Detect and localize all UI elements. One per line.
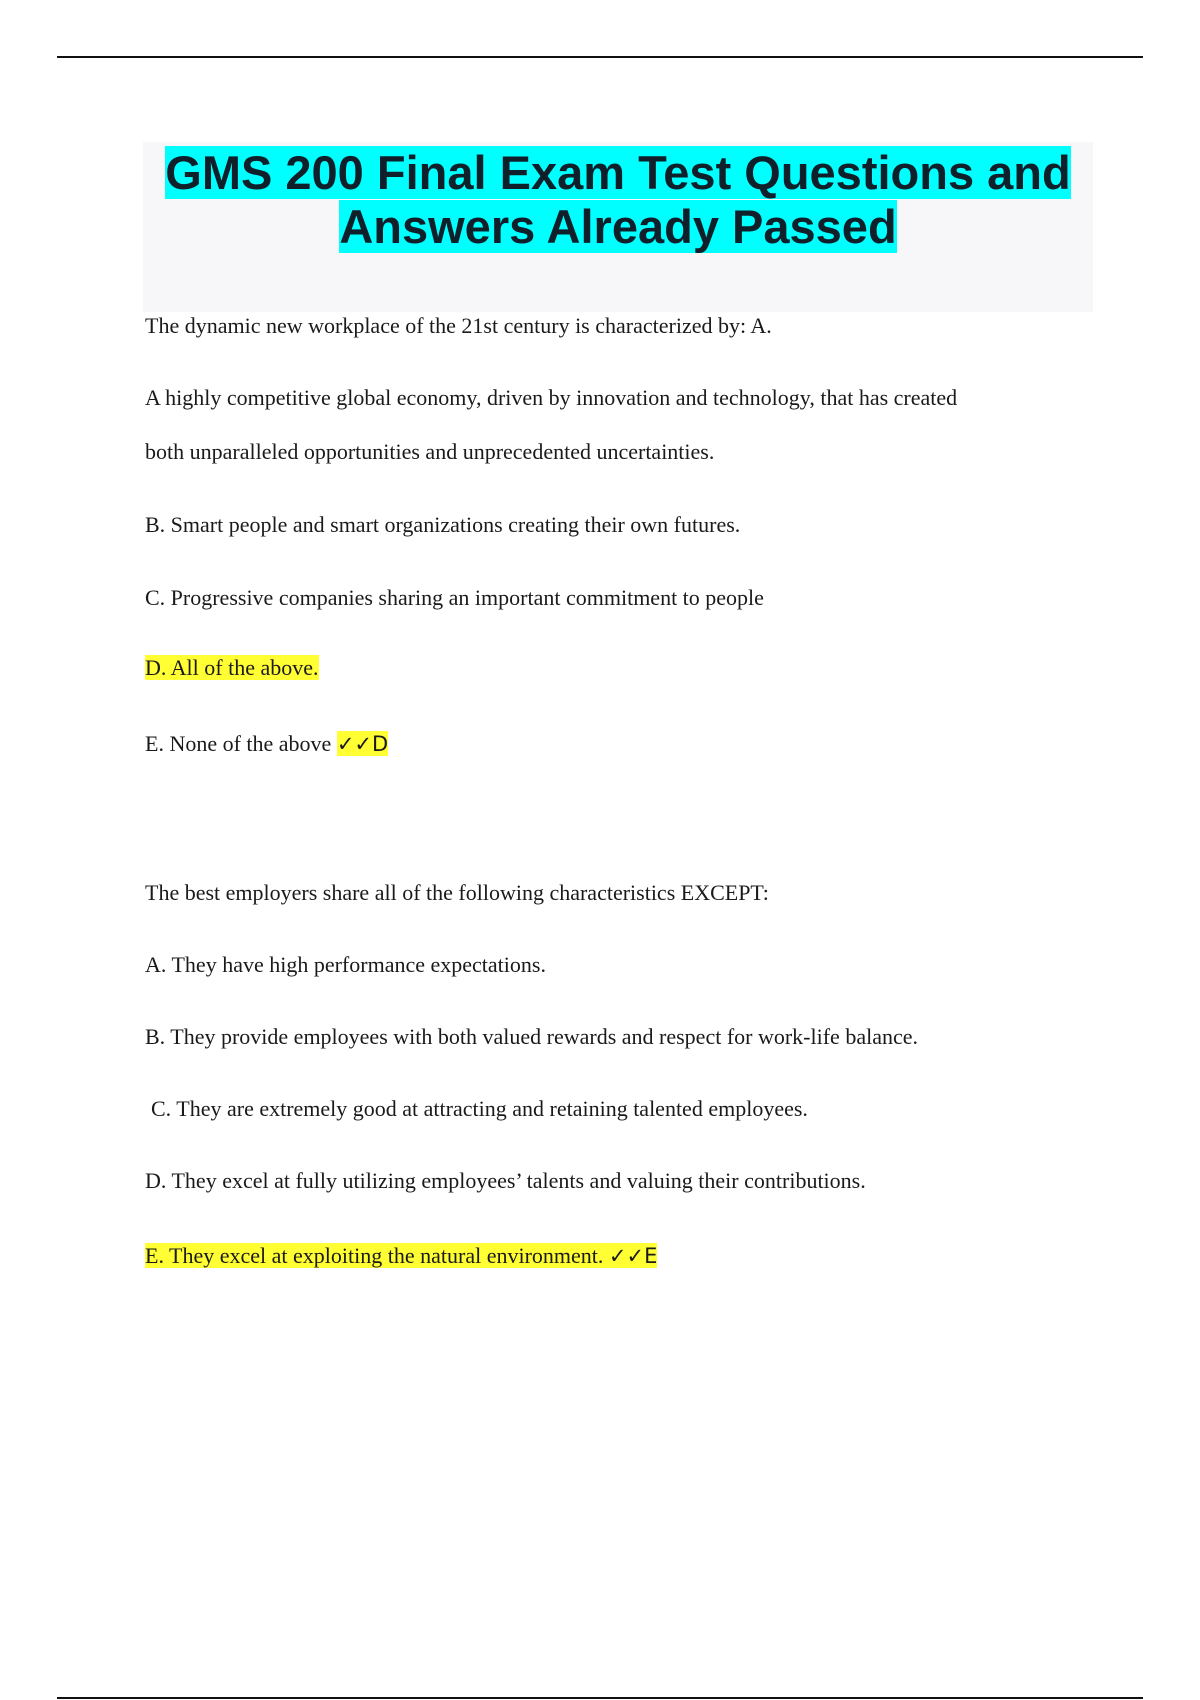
bottom-rule [57,1697,1143,1699]
question-1-option-e-text: E. None of the above [145,731,337,756]
question-2-option-e-text: E. They excel at exploiting the natural environment. [145,1243,609,1268]
question-1-answer-marker [337,731,388,756]
title-block [143,142,1093,312]
question-1-option-a-line-1: A highly competitive global economy, driven by innovation and technology, that has created [145,385,958,410]
question-2-option-e-highlighted [145,1243,657,1268]
top-rule [57,56,1143,58]
title-line-2: Answers Already Passed [339,200,897,253]
question-2-option-e [145,1241,657,1271]
question-2-prompt: The best employers share all of the following characteristics EXCEPT: [145,880,769,905]
question-1-option-e [145,729,388,759]
double-check-icon: ✓✓D [336,732,389,756]
question-2-option-a: A. They have high performance expectations. [145,952,546,977]
question-1-option-a-line-2: both unparalleled opportunities and unprecedented uncertainties. [145,439,715,464]
question-1-prompt: The dynamic new workplace of the 21st century is characterized by: A. [145,313,772,338]
question-1-option-c: C. Progressive companies sharing an important commitment to people [145,585,764,610]
document-title [143,142,1093,254]
double-check-icon: ✓✓E [608,1244,658,1268]
title-line-1: GMS 200 Final Exam Test Questions and [165,146,1071,199]
question-1-option-b: B. Smart people and smart organizations creating their own futures. [145,512,741,537]
question-2-option-c: C. They are extremely good at attracting and retaining talented employees. [151,1096,808,1121]
question-1-option-d-highlighted: D. All of the above. [145,655,319,680]
question-2-option-d: D. They excel at fully utilizing employees’ talents and valuing their contributions. [145,1168,866,1193]
question-1-option-d [145,653,319,683]
question-2-option-b: B. They provide employees with both valued rewards and respect for work-life balance. [145,1024,918,1049]
